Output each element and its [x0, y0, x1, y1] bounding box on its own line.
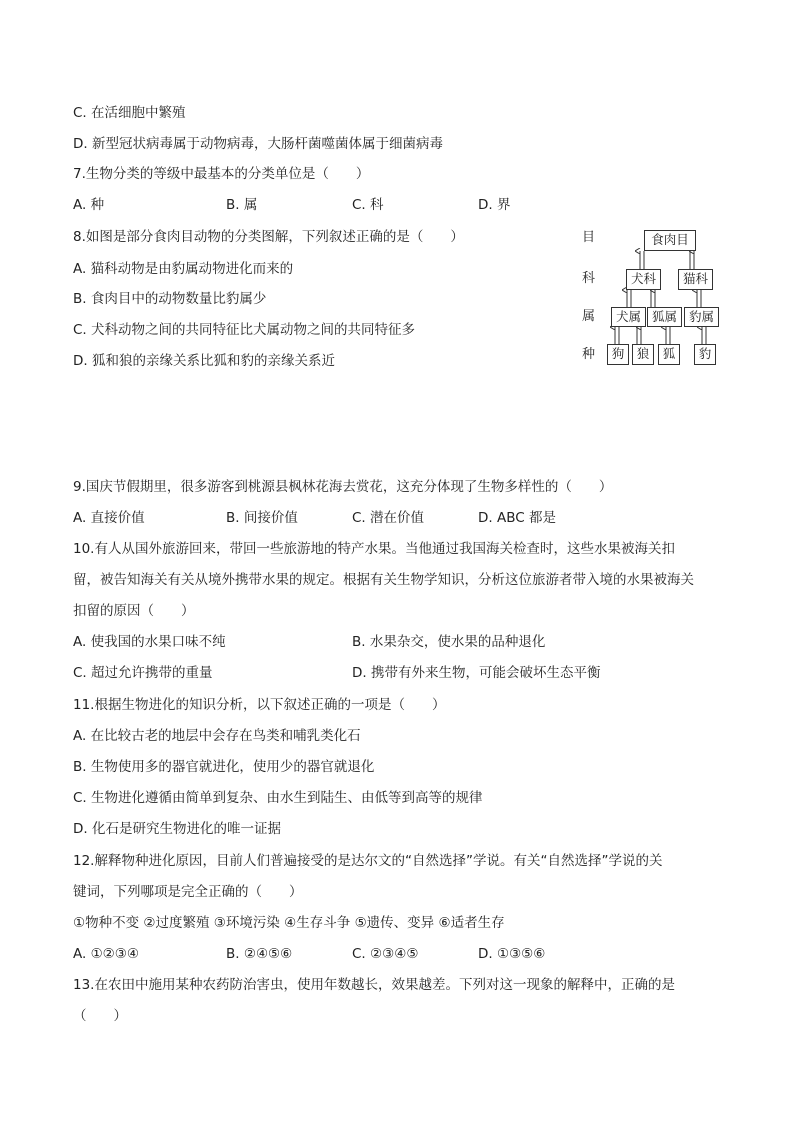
q9-option-c: C. 潜在价值: [352, 510, 425, 526]
rank-label-order: 目: [582, 230, 596, 245]
q10-option-a: A. 使我国的水果口味不纯: [73, 634, 226, 650]
q12-stem-line-1: 12.解释物种进化原因，目前人们普遍接受的是达尔文的“自然选择”学说。有关“自然选择”学说的关: [73, 853, 663, 869]
q12-option-b: B. ②④⑤⑥: [226, 946, 293, 962]
q10-stem-line-1: 10.有人从国外旅游回来，带回一些旅游地的特产水果。当他通过我国海关检查时，这些水果被海关扣: [73, 541, 675, 557]
q8-option-a: A. 猫科动物是由豹属动物进化而来的: [73, 261, 294, 277]
q12-items: ①物种不变 ②过度繁殖 ③环境污染 ④生存斗争 ⑤遗传、变异 ⑥适者生存: [73, 915, 505, 931]
q11-stem: 11.根据生物进化的知识分析，以下叙述正确的一项是（ ）: [73, 697, 446, 713]
node-genus-panthera: 豹属: [684, 307, 719, 327]
q7-option-a: A. 种: [73, 197, 105, 213]
node-species-wolf: 狼: [632, 344, 654, 365]
rank-label-species: 种: [582, 347, 596, 362]
rank-label-genus: 属: [582, 309, 596, 324]
q9-option-a: A. 直接价值: [73, 510, 145, 526]
q10-option-d: D. 携带有外来生物，可能会破坏生态平衡: [352, 665, 601, 681]
q8-option-d: D. 狐和狼的亲缘关系比狐和豹的亲缘关系近: [73, 353, 335, 369]
node-family-felidae: 猫科: [678, 269, 713, 290]
q9-option-b: B. 间接价值: [226, 510, 298, 526]
q13-stem-line-2: （ ）: [73, 1008, 127, 1024]
q10-stem-line-3: 扣留的原因（ ）: [73, 603, 195, 619]
q6-option-c: C. 在活细胞中繁殖: [73, 105, 186, 121]
node-order: 食肉目: [644, 230, 696, 251]
rank-label-family: 科: [582, 271, 596, 286]
q11-option-d: D. 化石是研究生物进化的唯一证据: [73, 821, 281, 837]
node-species-leopard: 豹: [694, 344, 716, 365]
q7-option-b: B. 属: [226, 197, 258, 213]
node-genus-vulpes: 狐属: [647, 307, 682, 327]
q10-stem-line-2: 留，被告知海关有关从境外携带水果的规定。根据有关生物学知识，分析这位旅游者带入境的水果被海关: [73, 572, 694, 588]
q11-option-a: A. 在比较古老的地层中会存在鸟类和哺乳类化石: [73, 728, 361, 744]
q11-option-c: C. 生物进化遵循由简单到复杂、由水生到陆生、由低等到高等的规律: [73, 790, 483, 806]
q9-option-d: D. ABC 都是: [478, 510, 556, 526]
q12-option-a: A. ①②③④: [73, 946, 139, 962]
node-species-dog: 狗: [607, 344, 629, 365]
q7-option-d: D. 界: [478, 197, 511, 213]
node-genus-canis: 犬属: [611, 307, 646, 327]
q11-option-b: B. 生物使用多的器官就进化，使用少的器官就退化: [73, 759, 375, 775]
q7-option-c: C. 科: [352, 197, 384, 213]
q13-stem-line-1: 13.在农田中施用某种农药防治害虫，使用年数越长，效果越差。下列对这一现象的解释中，正确的是: [73, 977, 675, 993]
q8-option-b: B. 食肉目中的动物数量比豹属少: [73, 291, 267, 307]
q10-option-b: B. 水果杂交，使水果的品种退化: [352, 634, 546, 650]
q6-option-d: D. 新型冠状病毒属于动物病毒，大肠杆菌噬菌体属于细菌病毒: [73, 136, 443, 152]
q9-stem: 9.国庆节假期里，很多游客到桃源县枫林花海去赏花，这充分体现了生物多样性的（ ）: [73, 479, 613, 495]
node-family-canidae: 犬科: [626, 269, 661, 290]
q12-option-d: D. ①③⑤⑥: [478, 946, 546, 962]
q12-option-c: C. ②③④⑤: [352, 946, 419, 962]
q10-option-c: C. 超过允许携带的重量: [73, 665, 213, 681]
q7-stem: 7.生物分类的等级中最基本的分类单位是（ ）: [73, 166, 370, 182]
node-species-fox: 狐: [658, 344, 680, 365]
q8-stem: 8.如图是部分食肉目动物的分类图解，下列叙述正确的是（ ）: [73, 229, 464, 245]
q12-stem-line-2: 键词，下列哪项是完全正确的（ ）: [73, 884, 303, 900]
diagram-arrows: [0, 0, 794, 400]
q8-option-c: C. 犬科动物之间的共同特征比犬属动物之间的共同特征多: [73, 322, 416, 338]
